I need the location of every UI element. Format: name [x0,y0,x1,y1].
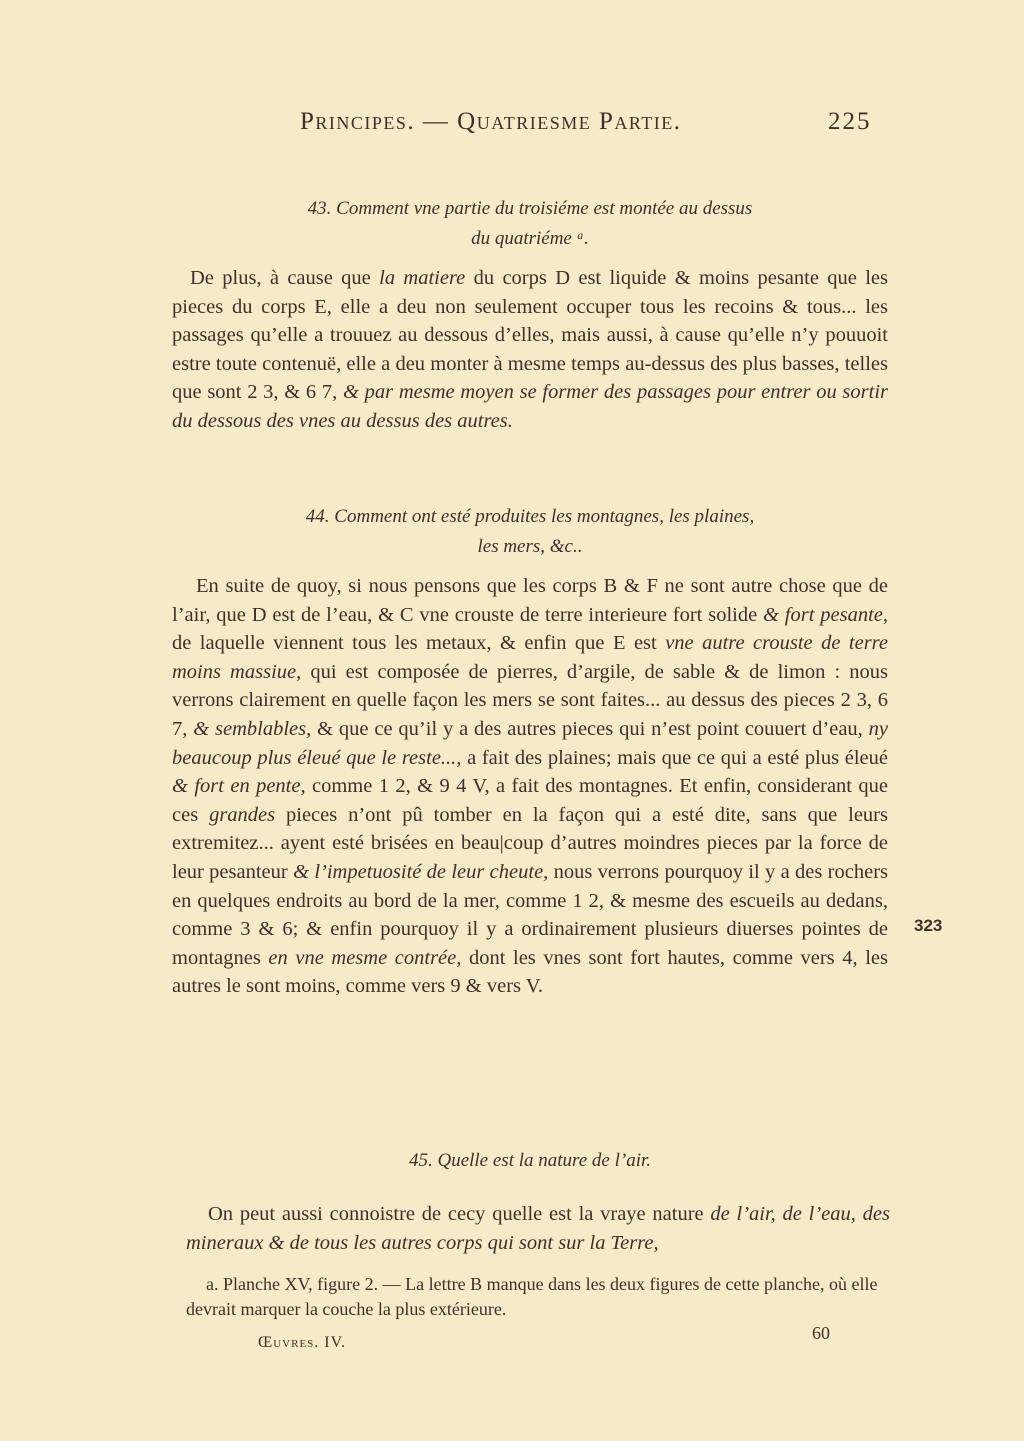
section-45-heading-line1: 45. Quelle est la nature de l’air. [408,1150,652,1171]
italic-run: grandes [209,803,276,826]
section-45-paragraph [186,1200,890,1257]
text-run: du corps D est liquide & moins pesante que les pieces du corps E, elle a deu non seulement occuper tous les recoins & tous... les passages qu’elle a trouuez au dessous d’elles, mais aussi, à cause qu’elle n’y pouuoit estre toute contenuë, elle a deu monter à mesme temps au-dessus des plus basses, telles que sont 2 3, & 6 7, [172,267,888,404]
page-number: 225 [828,108,872,135]
text-run: On peut aussi connoistre de cecy quelle est la vraye nature [208,1203,711,1225]
running-title: Principes. — Quatriesme Partie. [300,108,682,135]
text-run: dont les vnes sont fort hautes, comme vers 4, les autres le sont moins, comme vers 9 & vers V. [172,946,888,998]
italic-run: & l’impetuosité de leur cheute, [293,860,549,883]
text-run: & que ce qu’il y a des autres pieces qui n’est point couuert d’eau, [311,717,869,740]
text-run: En suite de quoy, si nous pensons que les corps B & F ne sont autre chose que de l’air, que D est de l’eau, & C vne crouste de terre interieure fort solide [172,575,888,626]
section-44-paragraph [172,572,888,1001]
text-run: pieces n’ont pû tomber en la façon qui a esté dite, sans que leurs extremitez... ayent esté brisées en beau|coup d’autres moindres pieces par la force de leur pesanteur [172,803,888,883]
sheet-number: 60 [812,1323,830,1343]
italic-run: la matiere [379,267,466,289]
text-run: De plus, à cause que [190,267,380,289]
section-44-heading-line2: les mers, &c.. [477,536,583,557]
section-44-heading [170,502,890,562]
text-run: comme 1 2, & 9 4 V, a fait des montagnes. Et enfin, considerant que ces [172,775,888,826]
margin-page-reference: 323 [914,916,943,935]
section-43-heading-line2: du quatriéme ᵃ. [471,228,589,249]
text-run: nous verrons pourquoy il y a des rochers en quelques endroits au bord de la mer, comme 1 2, & mesme des escueils au dedans, comme 3 & 6; & enfin pourquoy il y a ordinairement plusieurs diuerses pointes de montagnes [172,860,889,969]
section-43-heading-line1: 43. Comment vne partie du troisiéme est montée au dessus [307,198,753,219]
italic-run: en vne mesme contrée, [268,946,462,969]
italic-run: & fort en pente, [172,775,306,798]
italic-run: ny beaucoup plus éleué que le reste..., [172,717,889,769]
signature-mark: Œuvres. IV. [258,1334,347,1351]
text-run: de laquelle viennent tous les metaux, & enfin que E est [172,632,666,655]
footnote: a. Planche XV, figure 2. — La lettre B manque dans les deux figures de cette planche, où elle devrait marquer la couche la plus extérieure. [186,1274,878,1319]
italic-run: & fort pesante, [763,603,888,626]
italic-run: & par mesme moyen se former des passages pour entrer ou sortir du dessous des vnes au dessus des autres. [172,381,888,432]
section-43-paragraph [172,264,888,436]
section-44-heading-line1: 44. Comment ont esté produites les montagnes, les plaines, [305,506,755,527]
text-run: a fait des plaines; mais que ce qui a esté plus éleué [461,746,888,769]
italic-run: & semblables, [193,717,312,740]
section-45-heading [170,1146,890,1176]
text-run: qui est composée de pierres, d’argile, de sable & de limon : nous verrons clairement en quelle façon les mers se sont faites... au dessus des pieces 2 3, 6 7, [172,660,888,740]
section-43-heading [170,194,890,254]
italic-run: de l’air, de l’eau, des mineraux & de tous les autres corps qui sont sur la Terre, [186,1203,890,1254]
italic-run: vne autre crouste de terre moins massiue, [172,632,888,683]
